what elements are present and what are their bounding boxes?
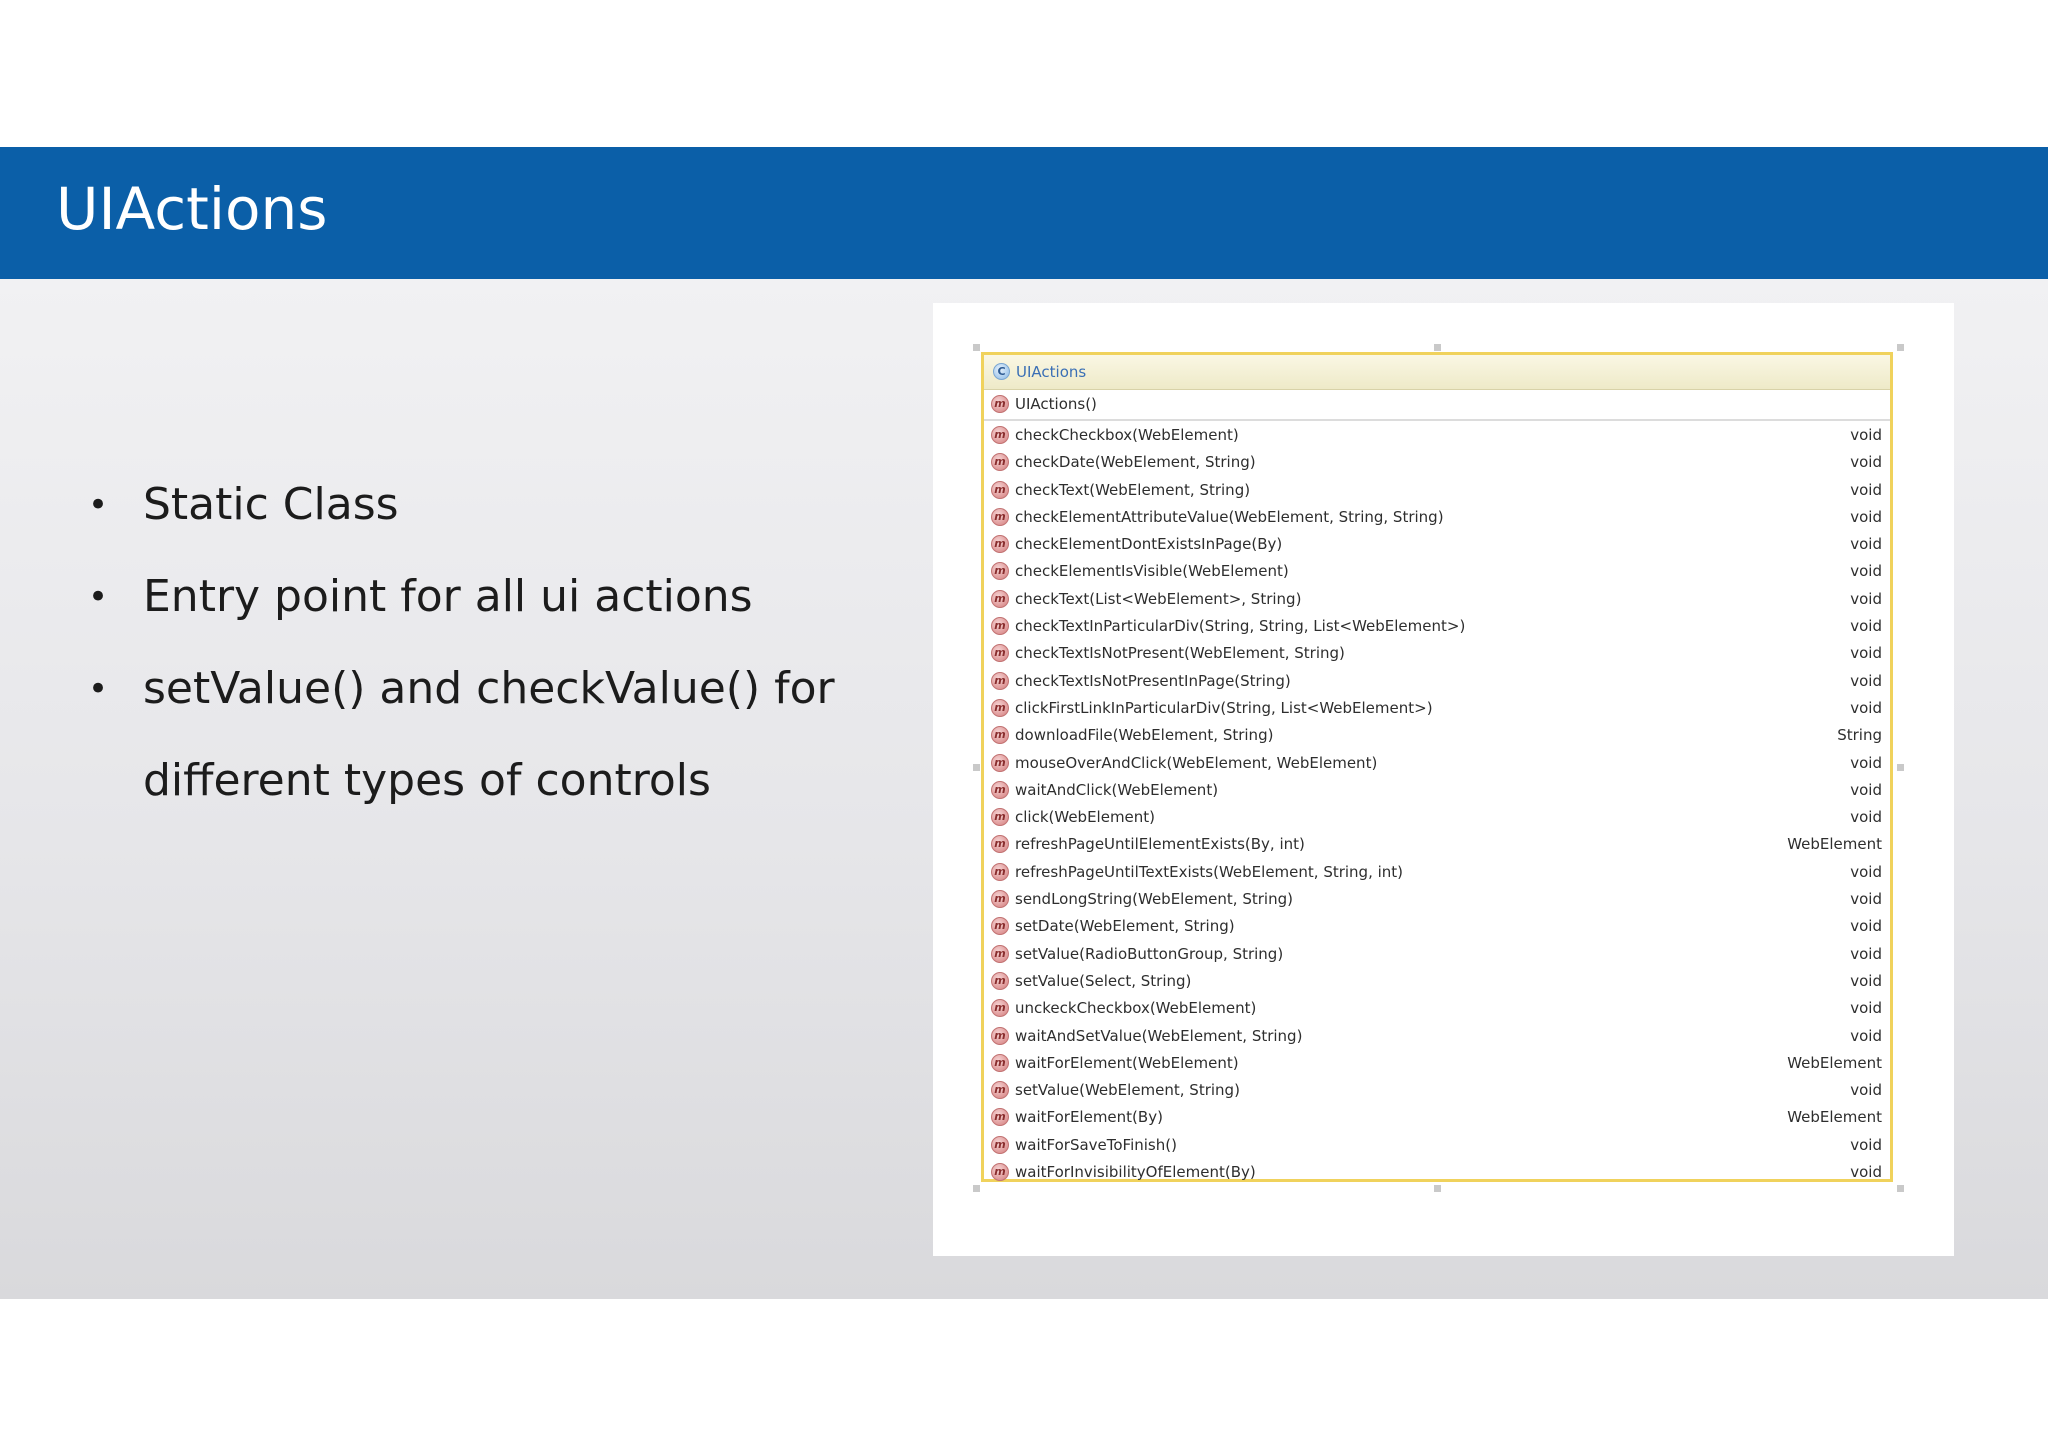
method-icon: m [991, 1081, 1009, 1099]
selection-handle [1434, 344, 1441, 351]
method-return-type: void [1850, 1081, 1882, 1100]
method-signature: checkDate(WebElement, String) [1015, 453, 1256, 472]
method-row [984, 777, 1890, 804]
method-return-type: void [1850, 562, 1882, 581]
method-icon: m [991, 481, 1009, 499]
method-signature: refreshPageUntilTextExists(WebElement, String, int) [1015, 862, 1404, 881]
method-return-type: void [1850, 644, 1882, 663]
method-signature: waitAndClick(WebElement) [1015, 780, 1219, 799]
method-icon: m [991, 699, 1009, 717]
method-signature: checkText(WebElement, String) [1015, 480, 1251, 499]
method-signature: checkTextInParticularDiv(String, String, List<WebElement>) [1015, 617, 1466, 636]
bullet-marker: • [88, 485, 109, 525]
method-icon: m [991, 781, 1009, 799]
method-icon: m [991, 917, 1009, 935]
method-row [984, 422, 1890, 449]
selection-handle [1897, 1185, 1904, 1192]
method-row [984, 449, 1890, 476]
method-signature: checkCheckbox(WebElement) [1015, 426, 1239, 444]
class-icon: C [993, 363, 1010, 380]
bullet-marker: • [88, 577, 109, 617]
method-row [984, 695, 1890, 722]
bullet-list [88, 459, 848, 827]
method-icon: m [991, 453, 1009, 471]
method-list [984, 422, 1890, 1186]
method-return-type: void [1850, 917, 1882, 936]
method-row [984, 750, 1890, 777]
method-row [984, 558, 1890, 585]
constructor-signature: UIActions() [1015, 395, 1097, 413]
method-signature: downloadFile(WebElement, String) [1015, 726, 1274, 745]
method-row [984, 531, 1890, 558]
method-row [984, 1132, 1890, 1159]
method-row [984, 722, 1890, 749]
method-row [984, 995, 1890, 1022]
method-return-type: void [1850, 944, 1882, 963]
method-return-type: void [1850, 1135, 1882, 1154]
selection-handle [973, 344, 980, 351]
method-signature: checkTextIsNotPresent(WebElement, String) [1015, 644, 1345, 663]
method-return-type: void [1850, 971, 1882, 990]
method-icon: m [991, 1027, 1009, 1045]
method-signature: mouseOverAndClick(WebElement, WebElement) [1015, 753, 1378, 772]
method-row [984, 477, 1890, 504]
method-icon: m [991, 972, 1009, 990]
method-signature: refreshPageUntilElementExists(By, int) [1015, 835, 1305, 854]
method-return-type: void [1850, 426, 1882, 444]
method-return-type: void [1850, 453, 1882, 472]
method-signature: setValue(WebElement, String) [1015, 1081, 1240, 1100]
selection-handle [1897, 764, 1904, 771]
method-signature: checkText(List<WebElement>, String) [1015, 589, 1302, 608]
method-row [984, 804, 1890, 831]
method-return-type: void [1850, 890, 1882, 909]
method-signature: setValue(RadioButtonGroup, String) [1015, 944, 1284, 963]
method-icon: m [991, 426, 1009, 444]
constructor-icon: m [991, 395, 1009, 413]
method-icon: m [991, 508, 1009, 526]
method-return-type: void [1850, 862, 1882, 881]
method-signature: sendLongString(WebElement, String) [1015, 890, 1293, 909]
method-signature: setDate(WebElement, String) [1015, 917, 1235, 936]
method-return-type: WebElement [1787, 835, 1882, 854]
method-return-type: WebElement [1787, 1108, 1882, 1127]
method-row [984, 668, 1890, 695]
method-signature: setValue(Select, String) [1015, 971, 1192, 990]
method-icon: m [991, 562, 1009, 580]
method-signature: clickFirstLinkInParticularDiv(String, List<WebElement>) [1015, 698, 1433, 717]
method-signature: waitAndSetValue(WebElement, String) [1015, 1026, 1303, 1045]
method-icon: m [991, 945, 1009, 963]
method-return-type: void [1850, 617, 1882, 636]
bullet-item [88, 551, 848, 643]
slide-title: UIActions [56, 175, 328, 243]
method-signature: waitForInvisibilityOfElement(By) [1015, 1163, 1256, 1182]
method-icon: m [991, 590, 1009, 608]
method-icon: m [991, 754, 1009, 772]
method-return-type: void [1850, 780, 1882, 799]
method-icon: m [991, 863, 1009, 881]
method-return-type: void [1850, 535, 1882, 554]
method-return-type: void [1850, 808, 1882, 827]
method-icon: m [991, 644, 1009, 662]
method-row [984, 1023, 1890, 1050]
method-icon: m [991, 1136, 1009, 1154]
method-return-type: void [1850, 1026, 1882, 1045]
method-return-type: void [1850, 999, 1882, 1018]
method-return-type: void [1850, 698, 1882, 717]
bullet-text: setValue() and checkValue() for different types of controls [143, 663, 835, 806]
method-return-type: void [1850, 671, 1882, 690]
uml-diagram-panel [933, 303, 1954, 1256]
method-row [984, 1050, 1890, 1077]
method-icon: m [991, 808, 1009, 826]
method-row [984, 1077, 1890, 1104]
method-signature: waitForElement(By) [1015, 1108, 1163, 1127]
method-return-type: void [1850, 589, 1882, 608]
method-row [984, 1159, 1890, 1186]
bullet-marker: • [88, 669, 109, 709]
method-signature: click(WebElement) [1015, 808, 1156, 827]
method-row [984, 831, 1890, 858]
bullet-text: Entry point for all ui actions [143, 571, 753, 622]
method-row [984, 504, 1890, 531]
method-row [984, 640, 1890, 667]
method-signature: waitForSaveToFinish() [1015, 1135, 1177, 1154]
method-return-type: String [1837, 726, 1882, 745]
method-return-type: void [1850, 480, 1882, 499]
method-icon: m [991, 999, 1009, 1017]
selection-handle [973, 1185, 980, 1192]
method-icon: m [991, 535, 1009, 553]
method-signature: checkElementIsVisible(WebElement) [1015, 562, 1289, 581]
bullet-item [88, 643, 848, 827]
method-row [984, 886, 1890, 913]
method-icon: m [991, 835, 1009, 853]
method-signature: checkElementAttributeValue(WebElement, String, String) [1015, 507, 1444, 526]
selection-handle [1897, 344, 1904, 351]
method-icon: m [991, 1163, 1009, 1181]
method-return-type: WebElement [1787, 1053, 1882, 1072]
method-row [984, 613, 1890, 640]
class-header [984, 355, 1890, 390]
selection-handle [973, 764, 980, 771]
method-return-type: void [1850, 507, 1882, 526]
method-row [984, 1104, 1890, 1131]
method-row [984, 913, 1890, 940]
title-bar [0, 147, 2048, 279]
uml-class-box [981, 352, 1893, 1182]
bullet-text: Static Class [143, 479, 399, 530]
method-icon: m [991, 726, 1009, 744]
class-name: UIActions [1016, 363, 1087, 381]
method-return-type: void [1850, 1163, 1882, 1182]
method-icon: m [991, 672, 1009, 690]
method-return-type: void [1850, 753, 1882, 772]
method-row [984, 859, 1890, 886]
method-signature: waitForElement(WebElement) [1015, 1053, 1239, 1072]
method-signature: unckeckCheckbox(WebElement) [1015, 999, 1257, 1018]
method-signature: checkElementDontExistsInPage(By) [1015, 535, 1283, 554]
method-row [984, 586, 1890, 613]
method-row [984, 941, 1890, 968]
bullet-item [88, 459, 848, 551]
method-row [984, 968, 1890, 995]
method-icon: m [991, 617, 1009, 635]
constructor-row [984, 390, 1890, 421]
method-icon: m [991, 1054, 1009, 1072]
method-icon: m [991, 890, 1009, 908]
method-icon: m [991, 1108, 1009, 1126]
method-signature: checkTextIsNotPresentInPage(String) [1015, 671, 1291, 690]
